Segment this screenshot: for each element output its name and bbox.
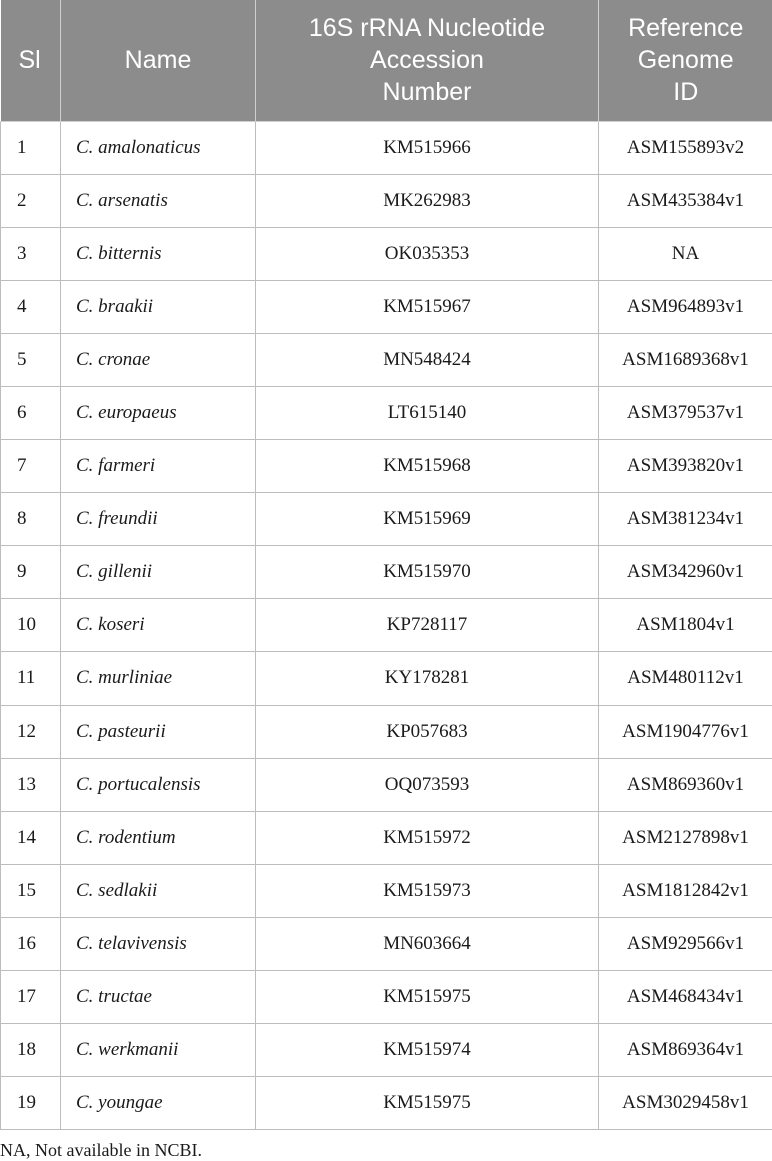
cell-reference: ASM3029458v1	[599, 1077, 772, 1130]
table-row	[1, 440, 772, 493]
cell-si: 18	[1, 1024, 61, 1077]
cell-reference: ASM1812842v1	[599, 864, 772, 917]
cell-reference: ASM342960v1	[599, 546, 772, 599]
cell-name: C. murliniae	[61, 652, 256, 705]
header-reference	[599, 0, 772, 121]
cell-name: C. telavivensis	[61, 917, 256, 970]
cell-si: 17	[1, 971, 61, 1024]
cell-si: 7	[1, 440, 61, 493]
cell-reference: NA	[599, 227, 772, 280]
cell-si: 5	[1, 333, 61, 386]
cell-name: C. portucalensis	[61, 758, 256, 811]
footnote: NA, Not available in NCBI.	[0, 1140, 202, 1160]
cell-si: 16	[1, 917, 61, 970]
table-row	[1, 280, 772, 333]
cell-si: 19	[1, 1077, 61, 1130]
cell-si: 14	[1, 811, 61, 864]
cell-accession: LT615140	[256, 386, 599, 439]
cell-reference: ASM869364v1	[599, 1024, 772, 1077]
cell-reference: ASM1689368v1	[599, 333, 772, 386]
cell-reference: ASM1804v1	[599, 599, 772, 652]
cell-name: C. youngae	[61, 1077, 256, 1130]
cell-accession: KY178281	[256, 652, 599, 705]
cell-accession: KM515974	[256, 1024, 599, 1077]
cell-si: 4	[1, 280, 61, 333]
table-row	[1, 864, 772, 917]
cell-si: 11	[1, 652, 61, 705]
cell-name: C. europaeus	[61, 386, 256, 439]
cell-reference: ASM480112v1	[599, 652, 772, 705]
cell-accession: KM515972	[256, 811, 599, 864]
cell-accession: OK035353	[256, 227, 599, 280]
cell-reference: ASM435384v1	[599, 174, 772, 227]
cell-si: 12	[1, 705, 61, 758]
cell-reference: ASM964893v1	[599, 280, 772, 333]
header-row	[1, 0, 772, 121]
table-row	[1, 121, 772, 174]
table-row	[1, 174, 772, 227]
table-row	[1, 1024, 772, 1077]
table-row	[1, 227, 772, 280]
header-accession	[256, 0, 599, 121]
table-row	[1, 386, 772, 439]
cell-name: C. cronae	[61, 333, 256, 386]
cell-name: C. amalonaticus	[61, 121, 256, 174]
cell-si: 3	[1, 227, 61, 280]
cell-name: C. gillenii	[61, 546, 256, 599]
header-name: Name	[61, 0, 256, 121]
cell-accession: KM515975	[256, 971, 599, 1024]
cell-accession: KM515968	[256, 440, 599, 493]
cell-si: 10	[1, 599, 61, 652]
cell-accession: KM515970	[256, 546, 599, 599]
cell-si: 13	[1, 758, 61, 811]
table-row	[1, 652, 772, 705]
table-row	[1, 333, 772, 386]
cell-accession: KP057683	[256, 705, 599, 758]
cell-accession: KM515975	[256, 1077, 599, 1130]
cell-reference: ASM155893v2	[599, 121, 772, 174]
cell-accession: OQ073593	[256, 758, 599, 811]
cell-reference: ASM2127898v1	[599, 811, 772, 864]
header-accession-line-3: Number	[382, 78, 472, 107]
cell-reference: ASM379537v1	[599, 386, 772, 439]
header-reference-line-1: Reference	[628, 14, 744, 43]
table-row	[1, 917, 772, 970]
cell-reference: ASM381234v1	[599, 493, 772, 546]
cell-accession: KP728117	[256, 599, 599, 652]
header-reference-line-3: ID	[673, 78, 699, 107]
table-row	[1, 493, 772, 546]
cell-name: C. tructae	[61, 971, 256, 1024]
cell-accession: KM515966	[256, 121, 599, 174]
cell-name: C. pasteurii	[61, 705, 256, 758]
table-row	[1, 599, 772, 652]
header-accession-line-2: Accession	[370, 46, 484, 75]
cell-accession: MK262983	[256, 174, 599, 227]
table-row	[1, 971, 772, 1024]
cell-name: C. farmeri	[61, 440, 256, 493]
cell-si: 15	[1, 864, 61, 917]
cell-name: C. sedlakii	[61, 864, 256, 917]
cell-si: 9	[1, 546, 61, 599]
cell-accession: MN548424	[256, 333, 599, 386]
cell-name: C. arsenatis	[61, 174, 256, 227]
table-row	[1, 1077, 772, 1130]
cell-name: C. werkmanii	[61, 1024, 256, 1077]
cell-si: 2	[1, 174, 61, 227]
cell-accession: KM515967	[256, 280, 599, 333]
table-header	[1, 0, 772, 121]
table-row	[1, 705, 772, 758]
cell-accession: MN603664	[256, 917, 599, 970]
cell-reference: ASM468434v1	[599, 971, 772, 1024]
cell-name: C. bitternis	[61, 227, 256, 280]
cell-name: C. braakii	[61, 280, 256, 333]
cell-name: C. rodentium	[61, 811, 256, 864]
cell-reference: ASM1904776v1	[599, 705, 772, 758]
cell-reference: ASM869360v1	[599, 758, 772, 811]
header-reference-line-2: Genome	[637, 46, 734, 75]
header-si: Sl	[1, 0, 61, 121]
cell-name: C. koseri	[61, 599, 256, 652]
cell-name: C. freundii	[61, 493, 256, 546]
header-accession-line-1: 16S rRNA Nucleotide	[308, 14, 546, 43]
cell-si: 6	[1, 386, 61, 439]
cell-si: 1	[1, 121, 61, 174]
cell-accession: KM515969	[256, 493, 599, 546]
table-row	[1, 811, 772, 864]
cell-reference: ASM393820v1	[599, 440, 772, 493]
table-body	[1, 121, 772, 1130]
cell-si: 8	[1, 493, 61, 546]
table-row	[1, 758, 772, 811]
cell-accession: KM515973	[256, 864, 599, 917]
cell-reference: ASM929566v1	[599, 917, 772, 970]
table-row	[1, 546, 772, 599]
